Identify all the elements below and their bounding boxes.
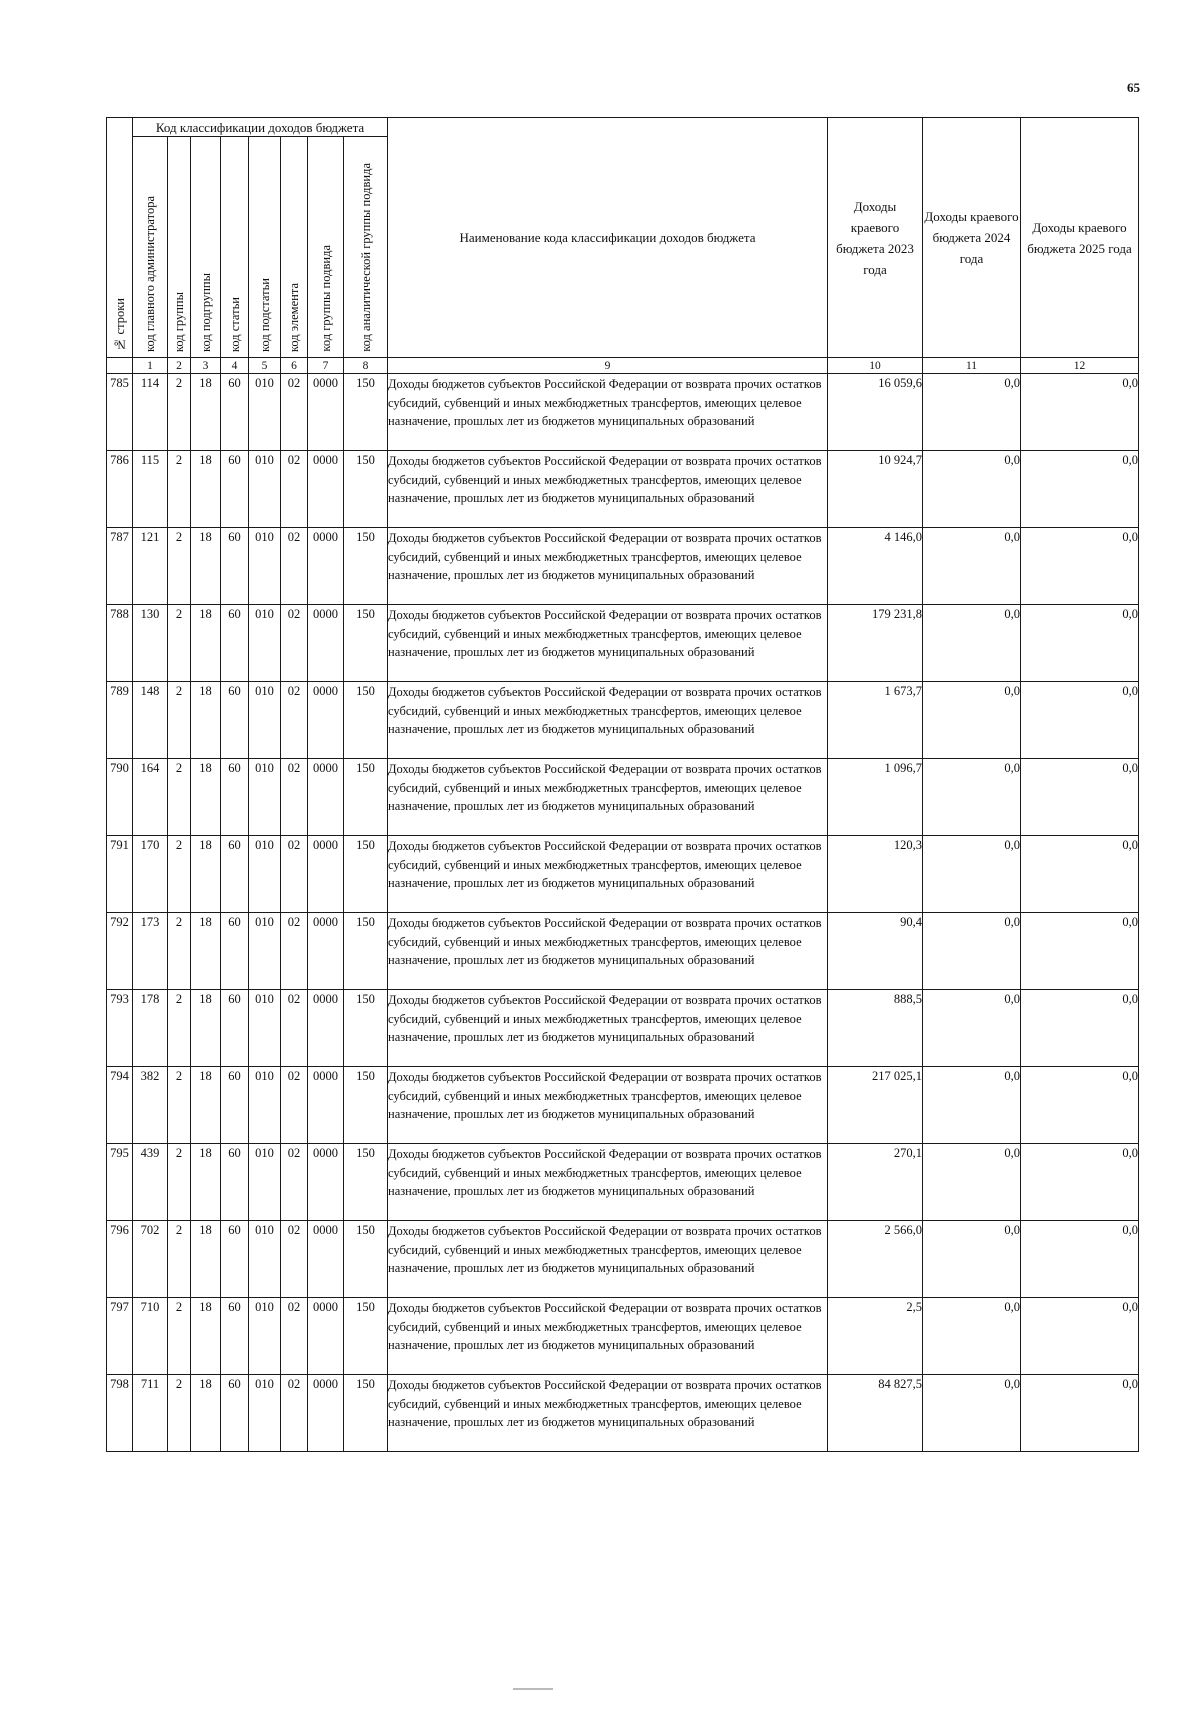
admin-code-cell: 121: [133, 528, 168, 605]
table-row: [107, 1221, 1139, 1298]
admin-code-cell: 130: [133, 605, 168, 682]
subarticle-code-cell: 010: [249, 1144, 281, 1221]
admin-code-cell: 164: [133, 759, 168, 836]
revenue-2024-cell: 0,0: [923, 528, 1021, 605]
element-code-cell: 02: [281, 913, 308, 990]
analytic-group-code-cell: 150: [344, 682, 388, 759]
subgroup-code-cell: 18: [191, 1298, 221, 1375]
revenue-2025-cell: 0,0: [1021, 451, 1139, 528]
revenue-name-cell: Доходы бюджетов субъектов Российской Федерации от возврата прочих остатков субсидий, субвенций и иных межбюджетных трансфертов, имеющих целевое назначение, прошлых лет из бюджетов муниципальных образований: [388, 682, 828, 759]
header-revenue-2025: Доходы краевого бюджета 2025 года: [1021, 118, 1139, 358]
subarticle-code-cell: 010: [249, 374, 281, 451]
group-code-cell: 2: [168, 682, 191, 759]
subtype-group-code-cell: 0000: [308, 682, 344, 759]
row-number-cell: 798: [107, 1375, 133, 1452]
revenue-name-cell: Доходы бюджетов субъектов Российской Федерации от возврата прочих остатков субсидий, субвенций и иных межбюджетных трансфертов, имеющих целевое назначение, прошлых лет из бюджетов муниципальных образований: [388, 836, 828, 913]
element-code-cell: 02: [281, 1221, 308, 1298]
column-number: 4: [221, 358, 249, 374]
revenue-2024-cell: 0,0: [923, 682, 1021, 759]
table-row: [107, 1298, 1139, 1375]
column-number: 10: [828, 358, 923, 374]
header-revenue-2023: Доходы краевого бюджета 2023 года: [828, 118, 923, 358]
row-number-cell: 797: [107, 1298, 133, 1375]
row-number-cell: 795: [107, 1144, 133, 1221]
page-number: 65: [1127, 80, 1140, 95]
group-code-cell: 2: [168, 836, 191, 913]
revenue-2023-cell: 120,3: [828, 836, 923, 913]
admin-code-cell: 170: [133, 836, 168, 913]
subgroup-code-cell: 18: [191, 682, 221, 759]
header-name-column: Наименование кода классификации доходов бюджета: [388, 118, 828, 358]
revenue-name-cell: Доходы бюджетов субъектов Российской Федерации от возврата прочих остатков субсидий, субвенций и иных межбюджетных трансфертов, имеющих целевое назначение, прошлых лет из бюджетов муниципальных образований: [388, 759, 828, 836]
subgroup-code-cell: 18: [191, 1067, 221, 1144]
admin-code-cell: 711: [133, 1375, 168, 1452]
revenue-2024-cell: 0,0: [923, 1375, 1021, 1452]
revenue-name-cell: Доходы бюджетов субъектов Российской Федерации от возврата прочих остатков субсидий, субвенций и иных межбюджетных трансфертов, имеющих целевое назначение, прошлых лет из бюджетов муниципальных образований: [388, 990, 828, 1067]
row-number-cell: 787: [107, 528, 133, 605]
subarticle-code-cell: 010: [249, 451, 281, 528]
admin-code-cell: 115: [133, 451, 168, 528]
revenue-2024-cell: 0,0: [923, 451, 1021, 528]
element-code-cell: 02: [281, 759, 308, 836]
header-revenue-2024: Доходы краевого бюджета 2024 года: [923, 118, 1021, 358]
admin-code-cell: 173: [133, 913, 168, 990]
subgroup-code-cell: 18: [191, 451, 221, 528]
group-code-cell: 2: [168, 451, 191, 528]
analytic-group-code-cell: 150: [344, 1298, 388, 1375]
subgroup-code-cell: 18: [191, 1375, 221, 1452]
revenue-name-cell: Доходы бюджетов субъектов Российской Федерации от возврата прочих остатков субсидий, субвенций и иных межбюджетных трансфертов, имеющих целевое назначение, прошлых лет из бюджетов муниципальных образований: [388, 528, 828, 605]
row-number-cell: 792: [107, 913, 133, 990]
revenue-name-cell: Доходы бюджетов субъектов Российской Федерации от возврата прочих остатков субсидий, субвенций и иных межбюджетных трансфертов, имеющих целевое назначение, прошлых лет из бюджетов муниципальных образований: [388, 605, 828, 682]
article-code-cell: 60: [221, 836, 249, 913]
element-code-cell: 02: [281, 528, 308, 605]
element-code-cell: 02: [281, 1144, 308, 1221]
article-code-cell: 60: [221, 1375, 249, 1452]
header-analytic-group-code: код аналитической группы подвида: [344, 137, 388, 358]
revenue-2023-cell: 1 096,7: [828, 759, 923, 836]
subgroup-code-cell: 18: [191, 1144, 221, 1221]
subgroup-code-cell: 18: [191, 913, 221, 990]
analytic-group-code-cell: 150: [344, 836, 388, 913]
scan-artifact: [513, 1688, 553, 1690]
subarticle-code-cell: 010: [249, 759, 281, 836]
revenue-name-cell: Доходы бюджетов субъектов Российской Федерации от возврата прочих остатков субсидий, субвенций и иных межбюджетных трансфертов, имеющих целевое назначение, прошлых лет из бюджетов муниципальных образований: [388, 1067, 828, 1144]
subgroup-code-cell: 18: [191, 759, 221, 836]
table-row: [107, 1144, 1139, 1221]
revenue-2025-cell: 0,0: [1021, 836, 1139, 913]
subtype-group-code-cell: 0000: [308, 1298, 344, 1375]
analytic-group-code-cell: 150: [344, 1067, 388, 1144]
subgroup-code-cell: 18: [191, 836, 221, 913]
subtype-group-code-cell: 0000: [308, 1221, 344, 1298]
analytic-group-code-cell: 150: [344, 451, 388, 528]
row-number-cell: 790: [107, 759, 133, 836]
subarticle-code-cell: 010: [249, 605, 281, 682]
revenue-2023-cell: 2,5: [828, 1298, 923, 1375]
element-code-cell: 02: [281, 1298, 308, 1375]
article-code-cell: 60: [221, 528, 249, 605]
admin-code-cell: 702: [133, 1221, 168, 1298]
revenue-2023-cell: 16 059,6: [828, 374, 923, 451]
subarticle-code-cell: 010: [249, 1067, 281, 1144]
subgroup-code-cell: 18: [191, 605, 221, 682]
element-code-cell: 02: [281, 990, 308, 1067]
analytic-group-code-cell: 150: [344, 1375, 388, 1452]
subarticle-code-cell: 010: [249, 836, 281, 913]
revenue-2024-cell: 0,0: [923, 1144, 1021, 1221]
article-code-cell: 60: [221, 990, 249, 1067]
revenue-2023-cell: 217 025,1: [828, 1067, 923, 1144]
article-code-cell: 60: [221, 913, 249, 990]
column-number: 3: [191, 358, 221, 374]
subtype-group-code-cell: 0000: [308, 759, 344, 836]
revenue-2025-cell: 0,0: [1021, 1375, 1139, 1452]
revenue-2023-cell: 90,4: [828, 913, 923, 990]
table-row: [107, 1067, 1139, 1144]
element-code-cell: 02: [281, 1067, 308, 1144]
subgroup-code-cell: 18: [191, 374, 221, 451]
analytic-group-code-cell: 150: [344, 1144, 388, 1221]
table-row: [107, 759, 1139, 836]
admin-code-cell: 178: [133, 990, 168, 1067]
article-code-cell: 60: [221, 1298, 249, 1375]
revenue-2024-cell: 0,0: [923, 1298, 1021, 1375]
analytic-group-code-cell: 150: [344, 1221, 388, 1298]
admin-code-cell: 710: [133, 1298, 168, 1375]
revenue-2025-cell: 0,0: [1021, 913, 1139, 990]
table-row: [107, 990, 1139, 1067]
article-code-cell: 60: [221, 451, 249, 528]
admin-code-cell: 382: [133, 1067, 168, 1144]
column-number: 8: [344, 358, 388, 374]
revenue-2024-cell: 0,0: [923, 605, 1021, 682]
subarticle-code-cell: 010: [249, 1298, 281, 1375]
revenue-2025-cell: 0,0: [1021, 990, 1139, 1067]
subtype-group-code-cell: 0000: [308, 528, 344, 605]
row-number-cell: 794: [107, 1067, 133, 1144]
revenue-name-cell: Доходы бюджетов субъектов Российской Федерации от возврата прочих остатков субсидий, субвенций и иных межбюджетных трансфертов, имеющих целевое назначение, прошлых лет из бюджетов муниципальных образований: [388, 451, 828, 528]
element-code-cell: 02: [281, 836, 308, 913]
group-code-cell: 2: [168, 528, 191, 605]
admin-code-cell: 439: [133, 1144, 168, 1221]
article-code-cell: 60: [221, 1221, 249, 1298]
column-number-empty: [107, 358, 133, 374]
revenue-2023-cell: 270,1: [828, 1144, 923, 1221]
subtype-group-code-cell: 0000: [308, 1375, 344, 1452]
column-number: 7: [308, 358, 344, 374]
admin-code-cell: 148: [133, 682, 168, 759]
element-code-cell: 02: [281, 1375, 308, 1452]
article-code-cell: 60: [221, 682, 249, 759]
element-code-cell: 02: [281, 682, 308, 759]
revenue-2024-cell: 0,0: [923, 1221, 1021, 1298]
header-subtype-group-code: код группы подвида: [308, 137, 344, 358]
revenue-2024-cell: 0,0: [923, 913, 1021, 990]
header-row-number: № строки: [107, 118, 133, 358]
subtype-group-code-cell: 0000: [308, 836, 344, 913]
article-code-cell: 60: [221, 605, 249, 682]
revenue-2025-cell: 0,0: [1021, 528, 1139, 605]
analytic-group-code-cell: 150: [344, 990, 388, 1067]
revenue-2024-cell: 0,0: [923, 1067, 1021, 1144]
group-code-cell: 2: [168, 1375, 191, 1452]
element-code-cell: 02: [281, 374, 308, 451]
group-code-cell: 2: [168, 1144, 191, 1221]
element-code-cell: 02: [281, 451, 308, 528]
analytic-group-code-cell: 150: [344, 605, 388, 682]
row-number-cell: 791: [107, 836, 133, 913]
subtype-group-code-cell: 0000: [308, 605, 344, 682]
group-code-cell: 2: [168, 990, 191, 1067]
revenue-2023-cell: 1 673,7: [828, 682, 923, 759]
revenue-2025-cell: 0,0: [1021, 1067, 1139, 1144]
revenue-name-cell: Доходы бюджетов субъектов Российской Федерации от возврата прочих остатков субсидий, субвенций и иных межбюджетных трансфертов, имеющих целевое назначение, прошлых лет из бюджетов муниципальных образований: [388, 1375, 828, 1452]
subtype-group-code-cell: 0000: [308, 913, 344, 990]
table-row: [107, 528, 1139, 605]
group-code-cell: 2: [168, 913, 191, 990]
subarticle-code-cell: 010: [249, 913, 281, 990]
revenue-2025-cell: 0,0: [1021, 1144, 1139, 1221]
subgroup-code-cell: 18: [191, 528, 221, 605]
subarticle-code-cell: 010: [249, 528, 281, 605]
analytic-group-code-cell: 150: [344, 374, 388, 451]
group-code-cell: 2: [168, 605, 191, 682]
revenue-2025-cell: 0,0: [1021, 1221, 1139, 1298]
column-number: 1: [133, 358, 168, 374]
group-code-cell: 2: [168, 1298, 191, 1375]
row-number-cell: 786: [107, 451, 133, 528]
row-number-cell: 793: [107, 990, 133, 1067]
revenue-2024-cell: 0,0: [923, 990, 1021, 1067]
table-row: [107, 913, 1139, 990]
budget-revenue-table: [106, 117, 1139, 1452]
revenue-2023-cell: 888,5: [828, 990, 923, 1067]
revenue-2024-cell: 0,0: [923, 374, 1021, 451]
revenue-name-cell: Доходы бюджетов субъектов Российской Федерации от возврата прочих остатков субсидий, субвенций и иных межбюджетных трансфертов, имеющих целевое назначение, прошлых лет из бюджетов муниципальных образований: [388, 1298, 828, 1375]
group-code-cell: 2: [168, 374, 191, 451]
column-number: 2: [168, 358, 191, 374]
subtype-group-code-cell: 0000: [308, 1144, 344, 1221]
table-row: [107, 451, 1139, 528]
header-article-code: код статьи: [221, 137, 249, 358]
article-code-cell: 60: [221, 759, 249, 836]
subgroup-code-cell: 18: [191, 990, 221, 1067]
group-code-cell: 2: [168, 759, 191, 836]
revenue-2023-cell: 179 231,8: [828, 605, 923, 682]
column-number: 5: [249, 358, 281, 374]
subarticle-code-cell: 010: [249, 1221, 281, 1298]
header-admin-code: код главного администратора: [133, 137, 168, 358]
table-row: [107, 605, 1139, 682]
header-subgroup-code: код подгруппы: [191, 137, 221, 358]
subarticle-code-cell: 010: [249, 682, 281, 759]
header-classification-group: Код классификации доходов бюджета: [133, 118, 388, 137]
subtype-group-code-cell: 0000: [308, 374, 344, 451]
analytic-group-code-cell: 150: [344, 759, 388, 836]
table-row: [107, 374, 1139, 451]
subtype-group-code-cell: 0000: [308, 451, 344, 528]
column-number: 11: [923, 358, 1021, 374]
header-element-code: код элемента: [281, 137, 308, 358]
revenue-name-cell: Доходы бюджетов субъектов Российской Федерации от возврата прочих остатков субсидий, субвенций и иных межбюджетных трансфертов, имеющих целевое назначение, прошлых лет из бюджетов муниципальных образований: [388, 1144, 828, 1221]
header-subarticle-code: код подстатьи: [249, 137, 281, 358]
revenue-2025-cell: 0,0: [1021, 374, 1139, 451]
element-code-cell: 02: [281, 605, 308, 682]
revenue-2025-cell: 0,0: [1021, 605, 1139, 682]
subgroup-code-cell: 18: [191, 1221, 221, 1298]
column-number: 6: [281, 358, 308, 374]
subarticle-code-cell: 010: [249, 1375, 281, 1452]
analytic-group-code-cell: 150: [344, 528, 388, 605]
revenue-2025-cell: 0,0: [1021, 759, 1139, 836]
revenue-2023-cell: 10 924,7: [828, 451, 923, 528]
column-number: 9: [388, 358, 828, 374]
table-row: [107, 682, 1139, 759]
row-number-cell: 789: [107, 682, 133, 759]
revenue-name-cell: Доходы бюджетов субъектов Российской Федерации от возврата прочих остатков субсидий, субвенций и иных межбюджетных трансфертов, имеющих целевое назначение, прошлых лет из бюджетов муниципальных образований: [388, 1221, 828, 1298]
group-code-cell: 2: [168, 1067, 191, 1144]
revenue-2025-cell: 0,0: [1021, 1298, 1139, 1375]
revenue-2024-cell: 0,0: [923, 759, 1021, 836]
revenue-name-cell: Доходы бюджетов субъектов Российской Федерации от возврата прочих остатков субсидий, субвенций и иных межбюджетных трансфертов, имеющих целевое назначение, прошлых лет из бюджетов муниципальных образований: [388, 374, 828, 451]
column-numbers-row: [107, 358, 1139, 374]
revenue-2023-cell: 2 566,0: [828, 1221, 923, 1298]
row-number-cell: 788: [107, 605, 133, 682]
article-code-cell: 60: [221, 1067, 249, 1144]
subtype-group-code-cell: 0000: [308, 1067, 344, 1144]
analytic-group-code-cell: 150: [344, 913, 388, 990]
article-code-cell: 60: [221, 374, 249, 451]
admin-code-cell: 114: [133, 374, 168, 451]
article-code-cell: 60: [221, 1144, 249, 1221]
revenue-2023-cell: 84 827,5: [828, 1375, 923, 1452]
revenue-2024-cell: 0,0: [923, 836, 1021, 913]
header-group-code: код группы: [168, 137, 191, 358]
row-number-cell: 796: [107, 1221, 133, 1298]
column-number: 12: [1021, 358, 1139, 374]
revenue-name-cell: Доходы бюджетов субъектов Российской Федерации от возврата прочих остатков субсидий, субвенций и иных межбюджетных трансфертов, имеющих целевое назначение, прошлых лет из бюджетов муниципальных образований: [388, 913, 828, 990]
revenue-2023-cell: 4 146,0: [828, 528, 923, 605]
table-row: [107, 1375, 1139, 1452]
subarticle-code-cell: 010: [249, 990, 281, 1067]
revenue-2025-cell: 0,0: [1021, 682, 1139, 759]
group-code-cell: 2: [168, 1221, 191, 1298]
subtype-group-code-cell: 0000: [308, 990, 344, 1067]
row-number-cell: 785: [107, 374, 133, 451]
table-row: [107, 836, 1139, 913]
